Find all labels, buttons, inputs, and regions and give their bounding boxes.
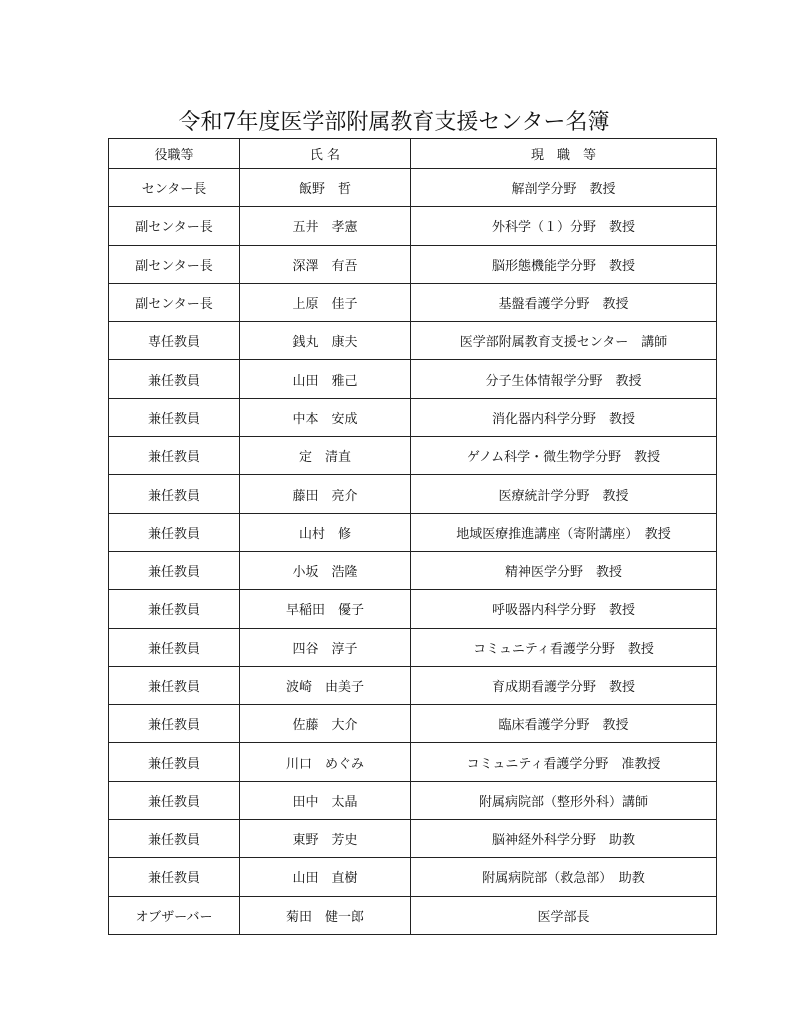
- table-row: [109, 896, 717, 934]
- name-cell: 佐藤 大介: [240, 705, 411, 743]
- position-cell: 解剖学分野 教授: [411, 169, 717, 207]
- table-row: [109, 666, 717, 704]
- position-cell: 外科学（１）分野 教授: [411, 207, 717, 245]
- table-row: [109, 322, 717, 360]
- name-cell: 早稲田 優子: [240, 590, 411, 628]
- role-cell: 兼任教員: [109, 666, 240, 704]
- table-row: [109, 705, 717, 743]
- table-row: [109, 437, 717, 475]
- table-row: [109, 743, 717, 781]
- role-cell: 兼任教員: [109, 513, 240, 551]
- position-cell: ゲノム科学・微生物学分野 教授: [411, 437, 717, 475]
- name-cell: 山村 修: [240, 513, 411, 551]
- name-cell: 山田 直樹: [240, 858, 411, 896]
- table-row: [109, 283, 717, 321]
- position-cell: 臨床看護学分野 教授: [411, 705, 717, 743]
- position-cell: 消化器内科学分野 教授: [411, 398, 717, 436]
- name-cell: 飯野 哲: [240, 169, 411, 207]
- position-cell: 基盤看護学分野 教授: [411, 283, 717, 321]
- position-cell: 呼吸器内科学分野 教授: [411, 590, 717, 628]
- table-row: [109, 245, 717, 283]
- name-cell: 定 清直: [240, 437, 411, 475]
- position-cell: 脳形態機能学分野 教授: [411, 245, 717, 283]
- table-row: [109, 820, 717, 858]
- role-cell: 兼任教員: [109, 360, 240, 398]
- page-title: 令和7年度医学部附属教育支援センター名簿: [178, 109, 610, 135]
- name-cell: 上原 佳子: [240, 283, 411, 321]
- role-cell: 兼任教員: [109, 858, 240, 896]
- table-row: [109, 513, 717, 551]
- position-cell: 地域医療推進講座（寄附講座） 教授: [411, 513, 717, 551]
- role-cell: 兼任教員: [109, 437, 240, 475]
- position-cell: 精神医学分野 教授: [411, 551, 717, 589]
- role-cell: 兼任教員: [109, 628, 240, 666]
- name-cell: 小坂 浩隆: [240, 551, 411, 589]
- column-header-name: 氏 名: [240, 139, 411, 169]
- role-cell: 兼任教員: [109, 475, 240, 513]
- name-cell: 銭丸 康夫: [240, 322, 411, 360]
- name-cell: 田中 太晶: [240, 781, 411, 819]
- table-row: [109, 781, 717, 819]
- position-cell: コミュニティ看護学分野 教授: [411, 628, 717, 666]
- roster-table: [108, 138, 717, 935]
- role-cell: 副センター長: [109, 207, 240, 245]
- position-cell: 医学部附属教育支援センター 講師: [411, 322, 717, 360]
- role-cell: 兼任教員: [109, 781, 240, 819]
- role-cell: 兼任教員: [109, 551, 240, 589]
- column-header-role: 役職等: [109, 139, 240, 169]
- table-row: [109, 551, 717, 589]
- role-cell: 副センター長: [109, 245, 240, 283]
- name-cell: 藤田 亮介: [240, 475, 411, 513]
- table-row: [109, 475, 717, 513]
- name-cell: 五井 孝憲: [240, 207, 411, 245]
- table-row: [109, 858, 717, 896]
- name-cell: 東野 芳史: [240, 820, 411, 858]
- table-row: [109, 590, 717, 628]
- name-cell: 深澤 有吾: [240, 245, 411, 283]
- table-header-row: [109, 139, 717, 169]
- name-cell: 川口 めぐみ: [240, 743, 411, 781]
- table-row: [109, 398, 717, 436]
- name-cell: 山田 雅己: [240, 360, 411, 398]
- role-cell: センター長: [109, 169, 240, 207]
- role-cell: 兼任教員: [109, 820, 240, 858]
- table-body: [109, 169, 717, 935]
- role-cell: オブザーバー: [109, 896, 240, 934]
- position-cell: 脳神経外科学分野 助教: [411, 820, 717, 858]
- position-cell: 附属病院部（整形外科）講師: [411, 781, 717, 819]
- position-cell: 分子生体情報学分野 教授: [411, 360, 717, 398]
- name-cell: 四谷 淳子: [240, 628, 411, 666]
- role-cell: 副センター長: [109, 283, 240, 321]
- position-cell: コミュニティ看護学分野 准教授: [411, 743, 717, 781]
- name-cell: 波崎 由美子: [240, 666, 411, 704]
- role-cell: 兼任教員: [109, 705, 240, 743]
- role-cell: 兼任教員: [109, 590, 240, 628]
- role-cell: 兼任教員: [109, 398, 240, 436]
- column-header-position: 現 職 等: [411, 139, 717, 169]
- position-cell: 医学部長: [411, 896, 717, 934]
- role-cell: 兼任教員: [109, 743, 240, 781]
- name-cell: 中本 安成: [240, 398, 411, 436]
- position-cell: 育成期看護学分野 教授: [411, 666, 717, 704]
- name-cell: 菊田 健一郎: [240, 896, 411, 934]
- table-row: [109, 169, 717, 207]
- table-row: [109, 360, 717, 398]
- table-row: [109, 628, 717, 666]
- role-cell: 専任教員: [109, 322, 240, 360]
- table-row: [109, 207, 717, 245]
- position-cell: 医療統計学分野 教授: [411, 475, 717, 513]
- position-cell: 附属病院部（救急部） 助教: [411, 858, 717, 896]
